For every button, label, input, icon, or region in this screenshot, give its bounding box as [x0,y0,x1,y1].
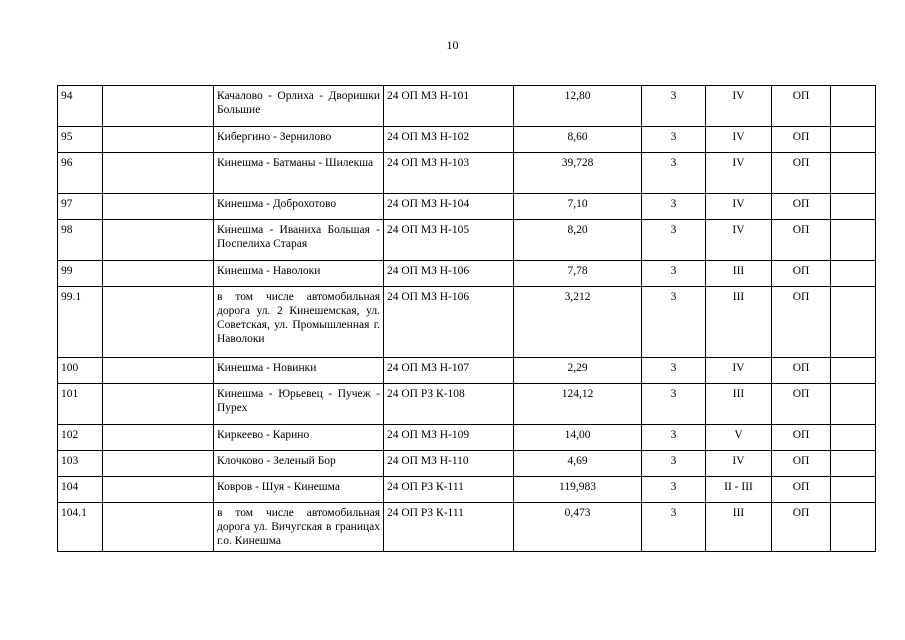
row-number: 103 [58,451,103,477]
road-lanes: 3 [642,127,706,153]
row-number: 94 [58,86,103,127]
road-category: IV [706,220,772,261]
table-row [58,220,876,261]
road-category: IV [706,358,772,384]
row-extra-cell [831,358,876,384]
road-significance: ОП [772,261,831,287]
row-extra-cell [831,287,876,358]
road-length: 0,473 [514,503,642,552]
road-lanes: 3 [642,86,706,127]
road-category: III [706,287,772,358]
table-row [58,127,876,153]
road-length: 12,80 [514,86,642,127]
road-category: II - III [706,477,772,503]
road-lanes: 3 [642,503,706,552]
road-lanes: 3 [642,220,706,261]
road-length: 124,12 [514,384,642,425]
road-significance: ОП [772,451,831,477]
road-category: IV [706,127,772,153]
road-name: Кибергино - Зернилово [214,127,384,153]
row-number: 97 [58,194,103,220]
table-row [58,384,876,425]
road-significance: ОП [772,153,831,194]
row-empty-cell [103,477,214,503]
row-number: 101 [58,384,103,425]
road-code: 24 ОП МЗ Н-101 [384,86,514,127]
row-extra-cell [831,425,876,451]
table-row [58,477,876,503]
road-name: Кинешма - Юрьевец - Пучеж - Пурех [214,384,384,425]
road-length: 3,212 [514,287,642,358]
road-significance: ОП [772,358,831,384]
road-lanes: 3 [642,384,706,425]
road-length: 14,00 [514,425,642,451]
road-lanes: 3 [642,153,706,194]
road-lanes: 3 [642,451,706,477]
row-extra-cell [831,384,876,425]
row-number: 102 [58,425,103,451]
road-code: 24 ОП МЗ Н-109 [384,425,514,451]
road-lanes: 3 [642,261,706,287]
row-empty-cell [103,261,214,287]
road-significance: ОП [772,384,831,425]
road-lanes: 3 [642,287,706,358]
road-name: Качалово - Орлиха - Дворишки Большие [214,86,384,127]
roads-table-body [58,86,876,552]
row-extra-cell [831,220,876,261]
row-extra-cell [831,127,876,153]
row-number: 98 [58,220,103,261]
road-significance: ОП [772,287,831,358]
road-length: 8,20 [514,220,642,261]
row-number: 99 [58,261,103,287]
table-row [58,451,876,477]
table-row [58,194,876,220]
row-extra-cell [831,153,876,194]
table-row [58,86,876,127]
road-code: 24 ОП МЗ Н-105 [384,220,514,261]
row-empty-cell [103,503,214,552]
row-empty-cell [103,194,214,220]
road-code: 24 ОП МЗ Н-102 [384,127,514,153]
row-extra-cell [831,86,876,127]
row-empty-cell [103,358,214,384]
road-name: Киркеево - Карино [214,425,384,451]
road-code: 24 ОП МЗ Н-106 [384,287,514,358]
road-category: IV [706,451,772,477]
row-empty-cell [103,86,214,127]
road-code: 24 ОП РЗ К-111 [384,477,514,503]
row-number: 104 [58,477,103,503]
road-significance: ОП [772,425,831,451]
table-row [58,503,876,552]
road-code: 24 ОП МЗ Н-110 [384,451,514,477]
road-length: 2,29 [514,358,642,384]
table-row [58,358,876,384]
row-empty-cell [103,153,214,194]
road-code: 24 ОП МЗ Н-103 [384,153,514,194]
road-length: 7,10 [514,194,642,220]
road-name: Кинешма - Иваниха Большая - Поспелиха Старая [214,220,384,261]
row-empty-cell [103,220,214,261]
road-code: 24 ОП РЗ К-111 [384,503,514,552]
road-category: V [706,425,772,451]
road-significance: ОП [772,194,831,220]
road-significance: ОП [772,127,831,153]
table-row [58,153,876,194]
row-empty-cell [103,451,214,477]
road-name: Кинешма - Наволоки [214,261,384,287]
row-empty-cell [103,425,214,451]
road-length: 39,728 [514,153,642,194]
road-significance: ОП [772,86,831,127]
table-row [58,261,876,287]
road-significance: ОП [772,503,831,552]
road-length: 4,69 [514,451,642,477]
row-number: 96 [58,153,103,194]
road-significance: ОП [772,477,831,503]
road-category: III [706,384,772,425]
row-extra-cell [831,477,876,503]
road-length: 7,78 [514,261,642,287]
row-extra-cell [831,451,876,477]
road-length: 119,983 [514,477,642,503]
road-name: в том числе автомобильная дорога ул. Вичугская в границах г.о. Кинешма [214,503,384,552]
road-category: III [706,503,772,552]
road-name: Клочково - Зеленый Бор [214,451,384,477]
table-row [58,287,876,358]
road-lanes: 3 [642,194,706,220]
row-empty-cell [103,384,214,425]
road-name: Кинешма - Доброхотово [214,194,384,220]
row-number: 99.1 [58,287,103,358]
road-category: III [706,261,772,287]
road-code: 24 ОП МЗ Н-107 [384,358,514,384]
row-number: 95 [58,127,103,153]
road-category: IV [706,86,772,127]
row-extra-cell [831,503,876,552]
road-name: Кинешма - Батманы - Шилекша [214,153,384,194]
road-lanes: 3 [642,477,706,503]
road-category: IV [706,153,772,194]
road-code: 24 ОП МЗ Н-106 [384,261,514,287]
road-name: в том числе автомобильная дорога ул. 2 Кинешемская, ул. Советская, ул. Промышленная г. Наволоки [214,287,384,358]
row-empty-cell [103,127,214,153]
road-length: 8,60 [514,127,642,153]
page-number: 10 [446,38,459,52]
road-category: IV [706,194,772,220]
row-number: 100 [58,358,103,384]
row-number: 104.1 [58,503,103,552]
row-extra-cell [831,261,876,287]
road-lanes: 3 [642,358,706,384]
roads-table [57,85,876,552]
row-extra-cell [831,194,876,220]
road-name: Кинешма - Новинки [214,358,384,384]
road-name: Ковров - Шуя - Кинешма [214,477,384,503]
row-empty-cell [103,287,214,358]
road-code: 24 ОП МЗ Н-104 [384,194,514,220]
road-code: 24 ОП РЗ К-108 [384,384,514,425]
road-significance: ОП [772,220,831,261]
road-lanes: 3 [642,425,706,451]
table-row [58,425,876,451]
